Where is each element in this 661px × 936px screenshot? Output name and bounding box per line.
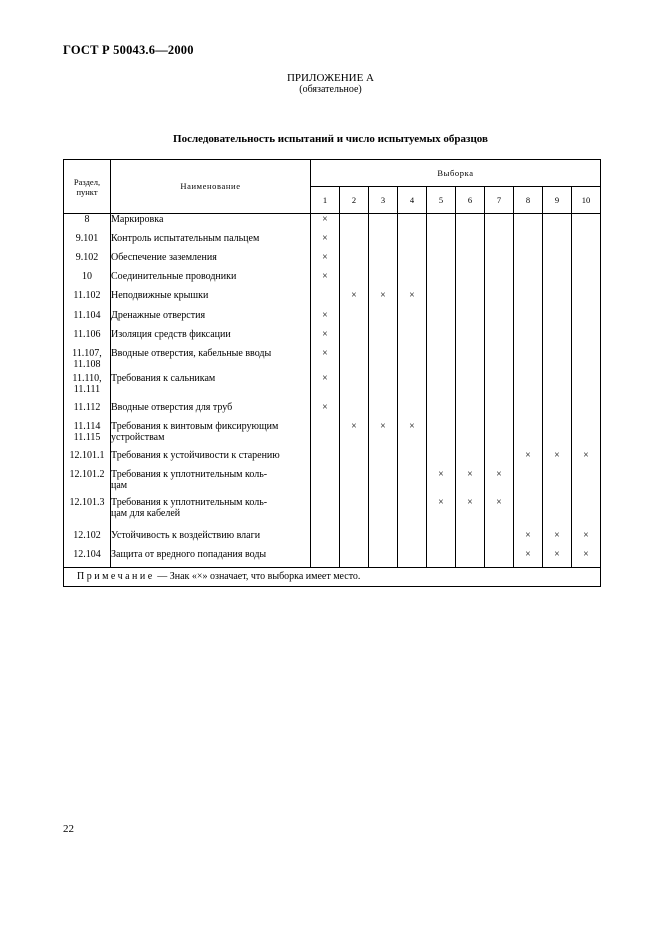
sample-cell bbox=[572, 348, 601, 373]
section-cell: 11.112 bbox=[64, 402, 111, 421]
sample-cell bbox=[340, 450, 369, 469]
sample-cell bbox=[485, 373, 514, 402]
section-cell: 9.101 bbox=[64, 233, 111, 252]
sample-cell bbox=[369, 421, 398, 450]
name-cell: Изоляция средств фиксации bbox=[111, 329, 311, 348]
sample-cell bbox=[398, 450, 427, 469]
sample-cell bbox=[340, 329, 369, 348]
sample-cell bbox=[514, 252, 543, 271]
sample-cell bbox=[311, 290, 340, 310]
sample-cell bbox=[311, 530, 340, 549]
section-cell: 11.107, 11.108 bbox=[64, 348, 111, 373]
sample-cell bbox=[340, 348, 369, 373]
sample-column-header: 10 bbox=[572, 187, 601, 214]
sample-column-header: 6 bbox=[456, 187, 485, 214]
sample-cell bbox=[543, 233, 572, 252]
sample-cell bbox=[398, 290, 427, 310]
sample-cell bbox=[514, 402, 543, 421]
sample-cell bbox=[514, 329, 543, 348]
sample-cell bbox=[369, 252, 398, 271]
sample-cell bbox=[456, 373, 485, 402]
sample-cell bbox=[398, 421, 427, 450]
sample-column-header: 9 bbox=[543, 187, 572, 214]
table-note-row bbox=[64, 568, 601, 587]
mark-symbol: × bbox=[380, 420, 386, 432]
sample-cell bbox=[427, 233, 456, 252]
sample-cell bbox=[311, 402, 340, 421]
column-header-name: Наименование bbox=[111, 160, 311, 214]
sample-cell bbox=[543, 530, 572, 549]
test-sequence-table bbox=[63, 159, 601, 587]
sample-column-header: 1 bbox=[311, 187, 340, 214]
sample-cell bbox=[572, 549, 601, 568]
sample-cell bbox=[427, 450, 456, 469]
sample-cell bbox=[369, 310, 398, 329]
section-cell: 12.104 bbox=[64, 549, 111, 568]
appendix-subtitle: (обязательное) bbox=[299, 84, 362, 95]
sample-column-header: 5 bbox=[427, 187, 456, 214]
name-cell: Требования к устойчивости к старению bbox=[111, 450, 311, 469]
sample-cell bbox=[398, 373, 427, 402]
mark-symbol: × bbox=[583, 529, 589, 541]
table-row bbox=[64, 252, 601, 271]
sample-cell bbox=[369, 530, 398, 549]
section-cell: 11.104 bbox=[64, 310, 111, 329]
sample-column-header: 4 bbox=[398, 187, 427, 214]
sample-cell bbox=[340, 421, 369, 450]
sample-cell bbox=[456, 530, 485, 549]
mark-symbol: × bbox=[351, 420, 357, 432]
mark-symbol: × bbox=[322, 401, 328, 413]
sample-cell bbox=[311, 469, 340, 497]
sample-cell bbox=[369, 214, 398, 233]
sample-cell bbox=[427, 402, 456, 421]
sample-cell bbox=[340, 549, 369, 568]
section-cell: 12.101.3 bbox=[64, 497, 111, 530]
sample-cell bbox=[514, 348, 543, 373]
sample-cell bbox=[514, 310, 543, 329]
sample-cell bbox=[543, 214, 572, 233]
sample-cell bbox=[485, 233, 514, 252]
mark-symbol: × bbox=[322, 309, 328, 321]
mark-symbol: × bbox=[322, 251, 328, 263]
sample-cell bbox=[572, 271, 601, 290]
sample-cell bbox=[543, 271, 572, 290]
sample-cell bbox=[427, 469, 456, 497]
sample-cell bbox=[456, 233, 485, 252]
sample-cell bbox=[456, 497, 485, 530]
sample-cell bbox=[427, 530, 456, 549]
name-cell: Контроль испытательным пальцем bbox=[111, 233, 311, 252]
sample-cell bbox=[485, 421, 514, 450]
document-code: ГОСТ Р 50043.6—2000 bbox=[63, 43, 194, 57]
name-cell: Вводные отверстия для труб bbox=[111, 402, 311, 421]
sample-cell bbox=[456, 402, 485, 421]
sample-cell bbox=[340, 310, 369, 329]
mark-symbol: × bbox=[496, 496, 502, 508]
sample-cell bbox=[456, 450, 485, 469]
sample-cell bbox=[485, 549, 514, 568]
table-row bbox=[64, 402, 601, 421]
sample-cell bbox=[311, 450, 340, 469]
sample-cell bbox=[427, 329, 456, 348]
sample-column-header: 7 bbox=[485, 187, 514, 214]
sample-cell bbox=[514, 271, 543, 290]
name-cell: Требования к уплотнительным коль- цам для кабелей bbox=[111, 497, 311, 530]
mark-symbol: × bbox=[525, 449, 531, 461]
sample-cell bbox=[369, 348, 398, 373]
sample-cell bbox=[543, 421, 572, 450]
sample-cell bbox=[456, 549, 485, 568]
note-label: Примечание bbox=[77, 571, 155, 582]
sample-cell bbox=[543, 290, 572, 310]
sample-cell bbox=[572, 329, 601, 348]
sample-cell bbox=[485, 310, 514, 329]
sample-cell bbox=[311, 271, 340, 290]
sample-cell bbox=[572, 214, 601, 233]
mark-symbol: × bbox=[409, 420, 415, 432]
sample-cell bbox=[311, 214, 340, 233]
page-number: 22 bbox=[63, 823, 74, 835]
sample-cell bbox=[572, 233, 601, 252]
sample-column-header: 3 bbox=[369, 187, 398, 214]
sample-cell bbox=[572, 310, 601, 329]
sample-cell bbox=[572, 252, 601, 271]
sample-cell bbox=[369, 497, 398, 530]
sample-cell bbox=[543, 252, 572, 271]
table-row bbox=[64, 214, 601, 233]
sample-cell bbox=[398, 402, 427, 421]
mark-symbol: × bbox=[351, 289, 357, 301]
sample-cell bbox=[398, 348, 427, 373]
name-cell: Вводные отверстия, кабельные вводы bbox=[111, 348, 311, 373]
name-cell: Устойчивость к воздействию влаги bbox=[111, 530, 311, 549]
mark-symbol: × bbox=[322, 214, 328, 225]
sample-cell bbox=[514, 290, 543, 310]
name-cell: Защита от вредного попадания воды bbox=[111, 549, 311, 568]
sample-cell bbox=[369, 271, 398, 290]
note-text: — Знак «×» означает, что выборка имеет место. bbox=[154, 571, 361, 582]
sample-cell bbox=[543, 469, 572, 497]
sample-cell bbox=[514, 214, 543, 233]
sample-cell bbox=[369, 549, 398, 568]
table-row bbox=[64, 290, 601, 310]
sample-cell bbox=[340, 497, 369, 530]
sample-cell bbox=[427, 549, 456, 568]
sample-cell bbox=[514, 233, 543, 252]
sample-cell bbox=[398, 252, 427, 271]
section-cell: 10 bbox=[64, 271, 111, 290]
sample-cell bbox=[485, 214, 514, 233]
mark-symbol: × bbox=[438, 468, 444, 480]
sample-cell bbox=[340, 271, 369, 290]
mark-symbol: × bbox=[322, 372, 328, 384]
table-row bbox=[64, 310, 601, 329]
sample-cell bbox=[398, 530, 427, 549]
section-cell: 11.114 11.115 bbox=[64, 421, 111, 450]
sample-cell bbox=[311, 497, 340, 530]
sample-cell bbox=[398, 329, 427, 348]
sample-cell bbox=[427, 348, 456, 373]
sample-cell bbox=[311, 348, 340, 373]
mark-symbol: × bbox=[525, 548, 531, 560]
sample-cell bbox=[485, 271, 514, 290]
section-cell: 12.102 bbox=[64, 530, 111, 549]
sample-cell bbox=[485, 469, 514, 497]
name-cell: Требования к сальникам bbox=[111, 373, 311, 402]
sample-cell bbox=[398, 549, 427, 568]
sample-cell bbox=[514, 450, 543, 469]
mark-symbol: × bbox=[496, 468, 502, 480]
sample-cell bbox=[543, 329, 572, 348]
sample-cell bbox=[311, 233, 340, 252]
section-cell: 11.106 bbox=[64, 329, 111, 348]
sample-column-header: 8 bbox=[514, 187, 543, 214]
sample-cell bbox=[456, 271, 485, 290]
section-cell: 8 bbox=[64, 214, 111, 233]
mark-symbol: × bbox=[438, 496, 444, 508]
sample-cell bbox=[369, 329, 398, 348]
sample-cell bbox=[369, 402, 398, 421]
sample-cell bbox=[311, 549, 340, 568]
mark-symbol: × bbox=[322, 232, 328, 244]
sample-cell bbox=[543, 497, 572, 530]
sample-cell bbox=[514, 469, 543, 497]
section-cell: 11.102 bbox=[64, 290, 111, 310]
sample-cell bbox=[398, 497, 427, 530]
sample-cell bbox=[340, 233, 369, 252]
sample-cell bbox=[456, 214, 485, 233]
sample-cell bbox=[369, 450, 398, 469]
table-note bbox=[64, 568, 601, 587]
sample-cell bbox=[340, 290, 369, 310]
sample-cell bbox=[572, 450, 601, 469]
mark-symbol: × bbox=[554, 449, 560, 461]
name-cell: Неподвижные крышки bbox=[111, 290, 311, 310]
name-cell: Маркировка bbox=[111, 214, 311, 233]
sample-cell bbox=[572, 497, 601, 530]
name-cell: Требования к винтовым фиксирующим устройствам bbox=[111, 421, 311, 450]
sample-cell bbox=[485, 530, 514, 549]
sample-cell bbox=[427, 373, 456, 402]
sample-cell bbox=[514, 549, 543, 568]
table-row bbox=[64, 469, 601, 497]
sample-cell bbox=[485, 402, 514, 421]
name-cell: Требования к уплотнительным коль- цам bbox=[111, 469, 311, 497]
sample-cell bbox=[485, 450, 514, 469]
section-cell: 9.102 bbox=[64, 252, 111, 271]
mark-symbol: × bbox=[322, 328, 328, 340]
sample-cell bbox=[543, 373, 572, 402]
section-cell: 12.101.1 bbox=[64, 450, 111, 469]
sample-cell bbox=[456, 348, 485, 373]
sample-cell bbox=[311, 421, 340, 450]
mark-symbol: × bbox=[583, 548, 589, 560]
mark-symbol: × bbox=[467, 496, 473, 508]
sample-cell bbox=[369, 233, 398, 252]
mark-symbol: × bbox=[380, 289, 386, 301]
sample-cell bbox=[340, 469, 369, 497]
mark-symbol: × bbox=[525, 529, 531, 541]
section-cell: 11.110, 11.111 bbox=[64, 373, 111, 402]
column-header-section: Раздел, пункт bbox=[64, 160, 111, 214]
sample-cell bbox=[456, 421, 485, 450]
sample-cell bbox=[485, 290, 514, 310]
sample-cell bbox=[456, 310, 485, 329]
sample-cell bbox=[427, 497, 456, 530]
name-cell: Дренажные отверстия bbox=[111, 310, 311, 329]
name-cell: Обеспечение заземления bbox=[111, 252, 311, 271]
table-row bbox=[64, 497, 601, 530]
sample-cell bbox=[485, 497, 514, 530]
sample-cell bbox=[311, 252, 340, 271]
sample-cell bbox=[514, 530, 543, 549]
table-row bbox=[64, 348, 601, 373]
sample-cell bbox=[514, 373, 543, 402]
sample-cell bbox=[340, 402, 369, 421]
sample-cell bbox=[427, 252, 456, 271]
sample-cell bbox=[514, 497, 543, 530]
sample-cell bbox=[398, 310, 427, 329]
sample-cell bbox=[543, 549, 572, 568]
table-row bbox=[64, 421, 601, 450]
sample-cell bbox=[427, 310, 456, 329]
sample-cell bbox=[485, 348, 514, 373]
sample-cell bbox=[543, 310, 572, 329]
sample-cell bbox=[311, 373, 340, 402]
sample-cell bbox=[456, 329, 485, 348]
sample-cell bbox=[398, 469, 427, 497]
sample-cell bbox=[543, 450, 572, 469]
table-row bbox=[64, 549, 601, 568]
sample-column-header: 2 bbox=[340, 187, 369, 214]
table-row bbox=[64, 530, 601, 549]
sample-cell bbox=[427, 421, 456, 450]
table-row bbox=[64, 233, 601, 252]
sample-cell bbox=[369, 469, 398, 497]
table-row bbox=[64, 329, 601, 348]
sample-cell bbox=[427, 271, 456, 290]
table-row bbox=[64, 373, 601, 402]
sample-cell bbox=[340, 252, 369, 271]
mark-symbol: × bbox=[554, 548, 560, 560]
sample-cell bbox=[311, 310, 340, 329]
sample-cell bbox=[427, 214, 456, 233]
sample-cell bbox=[427, 290, 456, 310]
table-row bbox=[64, 450, 601, 469]
sample-cell bbox=[456, 469, 485, 497]
sample-cell bbox=[572, 530, 601, 549]
mark-symbol: × bbox=[409, 289, 415, 301]
sample-cell bbox=[572, 469, 601, 497]
sample-cell bbox=[543, 348, 572, 373]
sample-cell bbox=[369, 373, 398, 402]
mark-symbol: × bbox=[554, 529, 560, 541]
sample-cell bbox=[485, 252, 514, 271]
table-row bbox=[64, 271, 601, 290]
sample-cell bbox=[572, 373, 601, 402]
sample-cell bbox=[456, 252, 485, 271]
sample-cell bbox=[311, 329, 340, 348]
appendix-title: ПРИЛОЖЕНИЕ А bbox=[286, 72, 374, 84]
sample-cell bbox=[572, 402, 601, 421]
sample-cell bbox=[514, 421, 543, 450]
sample-cell bbox=[340, 214, 369, 233]
mark-symbol: × bbox=[322, 347, 328, 359]
mark-symbol: × bbox=[583, 449, 589, 461]
sample-cell bbox=[456, 290, 485, 310]
sample-cell bbox=[340, 530, 369, 549]
mark-symbol: × bbox=[322, 270, 328, 282]
sample-cell bbox=[572, 421, 601, 450]
section-cell: 12.101.2 bbox=[64, 469, 111, 497]
name-cell: Соединительные проводники bbox=[111, 271, 311, 290]
sample-cell bbox=[543, 402, 572, 421]
sample-cell bbox=[340, 373, 369, 402]
mark-symbol: × bbox=[467, 468, 473, 480]
sample-cell bbox=[572, 290, 601, 310]
sample-cell bbox=[398, 271, 427, 290]
sample-cell bbox=[369, 290, 398, 310]
sample-cell bbox=[398, 214, 427, 233]
sample-cell bbox=[398, 233, 427, 252]
column-header-sample: Выборка bbox=[311, 160, 601, 187]
sample-cell bbox=[485, 329, 514, 348]
table-title: Последовательность испытаний и число испытуемых образцов bbox=[173, 133, 488, 145]
